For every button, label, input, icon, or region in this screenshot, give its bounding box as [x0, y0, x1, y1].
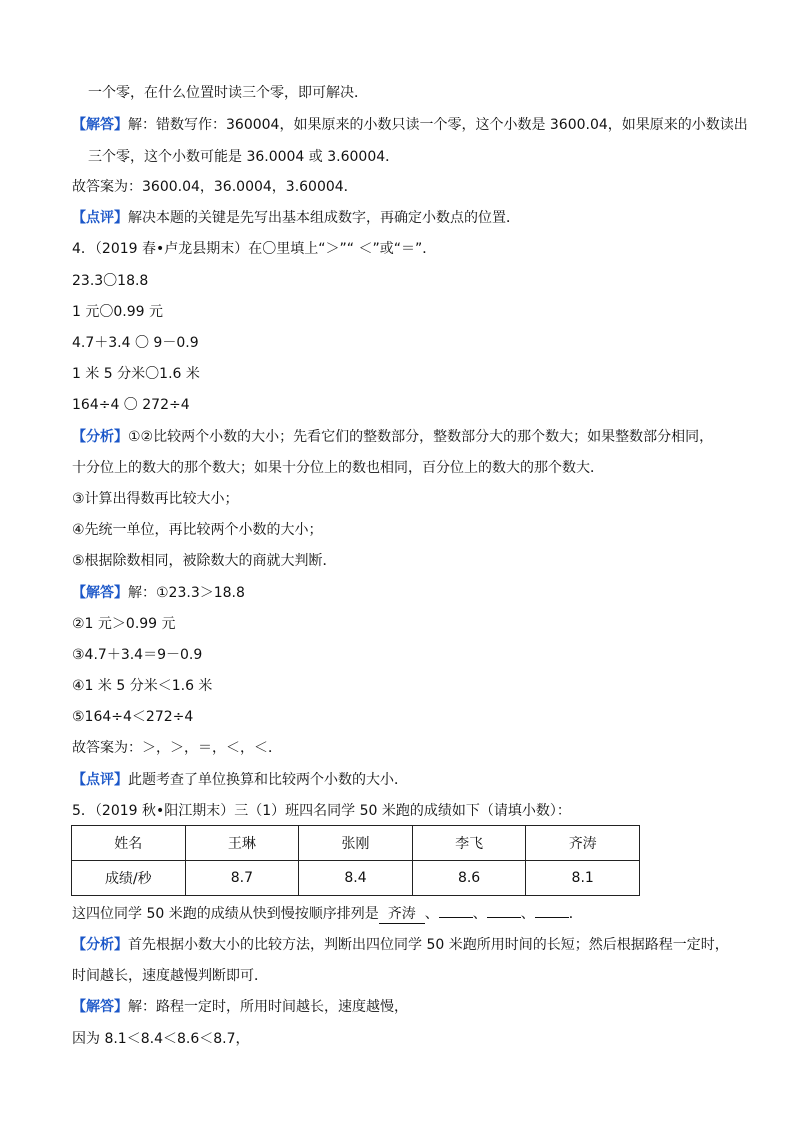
analysis-text: 首先根据小数大小的比较方法，判断出四位同学 50 米跑所用时间的长短；然后根据路程一定时，: [128, 937, 729, 953]
text-line: 故答案为：＞，＞，＝，＜，＜．: [72, 740, 282, 756]
comment-text: 此题考查了单位换算和比较两个小数的大小．: [128, 772, 408, 788]
answer-text: 解：①23.3＞18.8: [128, 585, 245, 601]
analysis-tag: 【分析】: [72, 937, 128, 953]
answer-blank: [487, 917, 521, 918]
text-line: ②1 元＞0.99 元: [72, 616, 176, 632]
answer-blank-filled: 齐涛: [379, 905, 425, 924]
answer-text: 解：错数写作：360004，如果原来的小数只读一个零，这个小数是 3600.04，如果原来的小数读出: [128, 117, 748, 133]
answer-tag: 【解答】: [72, 585, 128, 601]
answer-tag: 【解答】: [72, 999, 128, 1015]
separator: 、: [424, 906, 439, 922]
table-row: [72, 861, 640, 896]
analysis-tag: 【分析】: [72, 429, 128, 445]
answer-line: [72, 998, 408, 1016]
answer-blank: [535, 917, 569, 918]
table-cell: 8.4: [299, 861, 413, 896]
table-cell: 8.6: [412, 861, 526, 896]
text-line: ④1 米 5 分米＜1.6 米: [72, 678, 213, 694]
answer-text: 解：路程一定时，所用时间越长，速度越慢，: [128, 999, 408, 1015]
text-line: ⑤根据除数相同，被除数大的商就大判断．: [72, 553, 337, 569]
comment-tag: 【点评】: [72, 210, 128, 226]
table-cell: 8.1: [526, 861, 640, 896]
text-line: 一个零，在什么位置时读三个零，即可解决．: [88, 85, 368, 101]
scores-table: [71, 825, 640, 896]
comment-text: 解决本题的关键是先写出基本组成数字，再确定小数点的位置．: [128, 210, 520, 226]
text-line: ④先统一单位，再比较两个小数的大小；: [72, 522, 323, 538]
text-line: 故答案为：3600.04，36.0004，3.60004．: [72, 179, 358, 195]
answer-line: [72, 116, 748, 134]
text-line: ⑤164÷4＜272÷4: [72, 709, 194, 725]
table-cell: 王琳: [185, 826, 299, 861]
question-item: 1 元〇0.99 元: [72, 304, 163, 320]
question-5: 5．（2019 秋•阳江期末）三（1）班四名同学 50 米跑的成绩如下（请填小数）：: [72, 803, 571, 819]
text-line: ③4.7＋3.4＝9－0.9: [72, 647, 203, 663]
analysis-line: [72, 936, 729, 954]
text-line: ③计算出得数再比较大小；: [72, 491, 239, 507]
table-cell: 齐涛: [526, 826, 640, 861]
text-line: 十分位上的数大的那个数大；如果十分位上的数也相同，百分位上的数大的那个数大．: [72, 460, 604, 476]
text-line: 因为 8.1＜8.4＜8.6＜8.7，: [72, 1031, 250, 1047]
question-item: 23.3〇18.8: [72, 273, 149, 289]
table-cell: 李飞: [412, 826, 526, 861]
question-item: 4.7＋3.4 〇 9－0.9: [72, 335, 199, 351]
table-cell: 张刚: [299, 826, 413, 861]
analysis-text: ①②比较两个小数的大小；先看它们的整数部分，整数部分大的那个数大；如果整数部分相同，: [128, 429, 714, 445]
comment-line: [72, 771, 408, 789]
comment-line: [72, 209, 520, 227]
period: ．: [568, 906, 583, 922]
separator: 、: [472, 906, 487, 922]
text-line: 时间越长，速度越慢判断即可．: [72, 968, 268, 984]
answer-tag: 【解答】: [72, 117, 128, 133]
table-cell: 成绩/秒: [72, 861, 186, 896]
comment-tag: 【点评】: [72, 772, 128, 788]
table-cell: 8.7: [185, 861, 299, 896]
question-4: 4．（2019 春•卢龙县期末）在〇里填上“＞”“ ＜”或“＝”．: [72, 241, 437, 257]
table-header-row: [72, 826, 640, 861]
answer-blank: [439, 917, 473, 918]
separator: 、: [520, 906, 535, 922]
analysis-line: [72, 428, 713, 446]
table-cell: 姓名: [72, 826, 186, 861]
answer-line: [72, 584, 245, 602]
order-prefix: 这四位同学 50 米跑的成绩从快到慢按顺序排列是: [72, 906, 379, 922]
question-item: 1 米 5 分米〇1.6 米: [72, 366, 200, 382]
question-item: 164÷4 〇 272÷4: [72, 397, 190, 413]
text-line: 三个零，这个小数可能是 36.0004 或 3.60004．: [88, 149, 400, 165]
order-line: [72, 905, 583, 924]
